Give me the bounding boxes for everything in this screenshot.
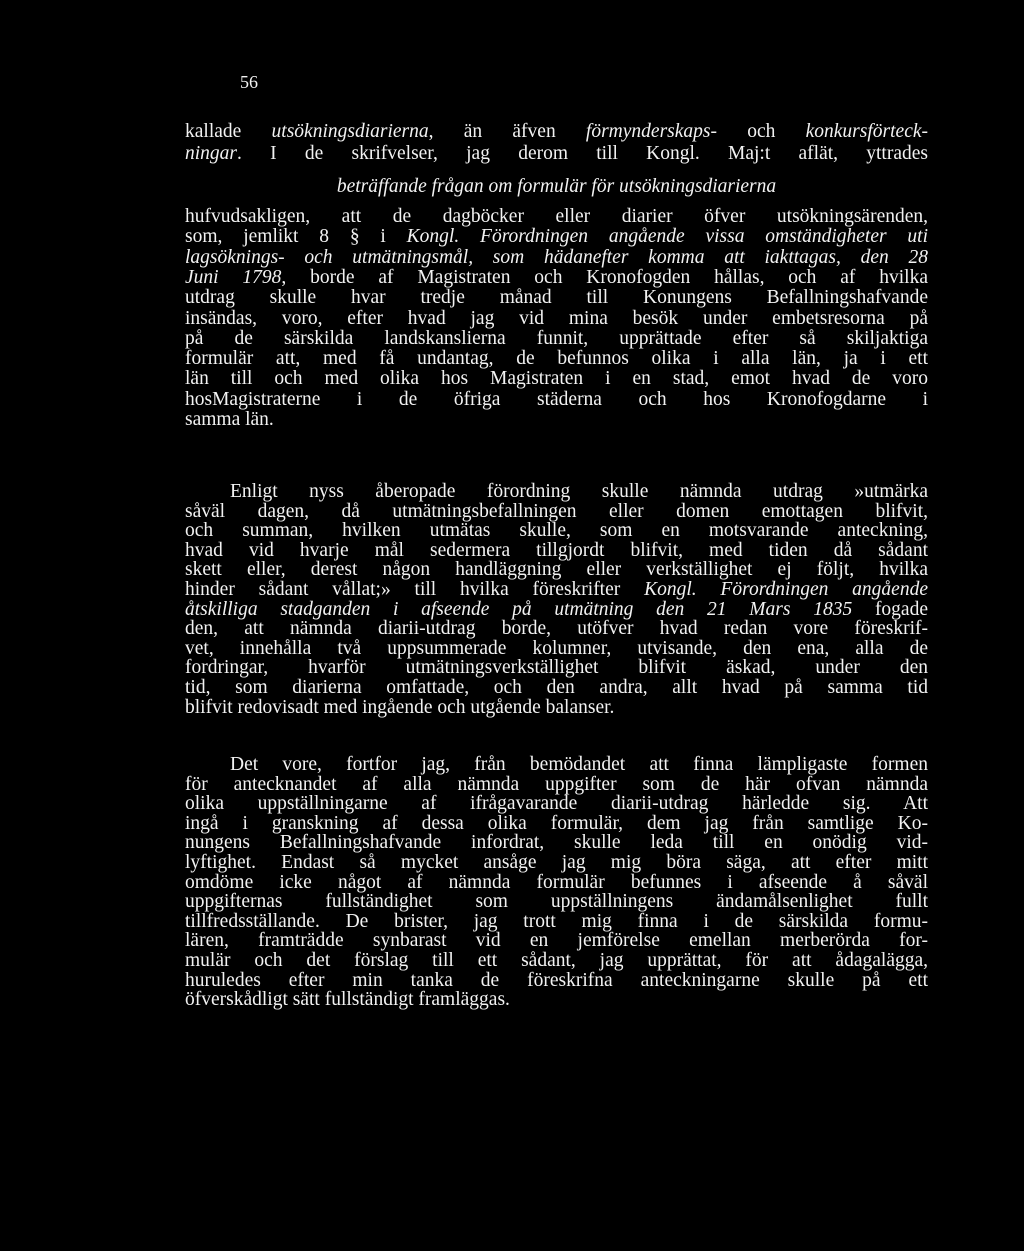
text: såväl dagen, då utmätningsbefallningen eller domen emottagen blifvit, [185, 500, 928, 522]
text: kallade [185, 121, 272, 142]
text: skett eller, derest någon handläggning eller verkställighet ej följt, hvilka [185, 559, 928, 581]
text-line [185, 349, 928, 369]
text: den, att nämnda diarii-utdrag borde, utöfver hvad redan vore föreskrif- [185, 618, 928, 640]
text: Enligt nyss åberopade förordning skulle nämnda utdrag »utmärka [230, 481, 928, 502]
text: på de särskilda landskanslierna funnit, upprättade efter så skiljaktiga [185, 327, 928, 349]
text-line [185, 248, 928, 268]
heading-line [185, 177, 928, 197]
text-line [185, 580, 928, 600]
text-line [185, 619, 928, 639]
text-line [185, 482, 928, 502]
italic-text: Kongl. Förordningen angående vissa omständigheter uti [406, 226, 928, 248]
text: hosMagistraterne i de öfriga städerna och hos Kronofogdarne i [185, 388, 928, 410]
text-line [185, 794, 928, 814]
italic-text: Juni 1798 [185, 266, 282, 288]
text-line [185, 390, 928, 410]
text-line [185, 892, 928, 912]
text: olika uppställningarne af ifrågavarande diarii-utdrag härledde sig. Att [185, 793, 928, 815]
text: hvad vid hvarje mål sedermera tillgjordt blifvit, med tiden då sådant [185, 539, 928, 561]
text-line [185, 912, 928, 932]
text-line [185, 560, 928, 580]
text-line [185, 678, 928, 698]
text: mulär och det förslag till ett sådant, jag upprättat, för att ådagalägga, [185, 950, 928, 971]
italic-text: beträffande frågan om formulär för utsökningsdiarierna [336, 176, 777, 197]
text-line [185, 853, 928, 873]
text: , än äfven [428, 121, 586, 142]
text: tid, som diarierna omfattade, och den andra, allt hvad på samma tid [185, 677, 928, 698]
text-line [185, 541, 928, 561]
text-line [185, 329, 928, 349]
text: nungens Befallningshafvande infordrat, skulle leda till en onödig vid- [185, 832, 928, 854]
text: insändas, voro, efter hvad jag vid mina besök under embetsresorna på [185, 307, 928, 329]
text-line [185, 755, 928, 775]
italic-text: utsökningsdiarierna [271, 121, 429, 142]
text: lären, framträdde synbarast vid en jemförelse emellan merberörda for- [185, 930, 928, 952]
text: för antecknandet af alla nämnda uppgifter som de här ofvan nämnda [185, 773, 928, 795]
text: omdöme icke något af nämnda formulär befunnes i afseende å såväl [185, 871, 928, 893]
italic-text: förmynderskaps- [585, 121, 717, 142]
text: öfverskådligt sätt fullständigt framläggas. [185, 989, 510, 1011]
text-line [185, 814, 928, 834]
text-line [185, 833, 928, 853]
text-line [185, 698, 928, 718]
text: vet, innehålla två uppsummerade kolumner, utvisande, den ena, alla de [185, 637, 928, 659]
text-line [185, 288, 928, 308]
text-line [185, 951, 928, 971]
italic-text: åtskilliga stadganden i afseende på utmätning den 21 Mars 1835 [185, 598, 853, 620]
text: , borde af Magistraten och Kronofogden hållas, och af hvilka [281, 266, 928, 288]
text: fordringar, hvarför utmätningsverkställighet blifvit äskad, under den [185, 657, 928, 679]
text: samma län. [185, 409, 274, 430]
text-line [185, 971, 928, 991]
text-line [185, 144, 928, 164]
italic-text: ningar [185, 143, 238, 164]
text-line [185, 268, 928, 288]
text-line [185, 410, 928, 430]
italic-text: konkursförteck- [805, 121, 928, 142]
text-line [185, 990, 928, 1010]
text-line [185, 639, 928, 659]
text-line [185, 502, 928, 522]
text-line [185, 658, 928, 678]
text-line [185, 122, 928, 142]
text-line [185, 369, 928, 389]
text: huruledes efter min tanka de föreskrifna anteckningarne skulle på ett [185, 969, 928, 991]
text: ingå i granskning af dessa olika formulär, dem jag från samtlige Ko- [185, 812, 928, 834]
text: lyftighet. Endast så mycket ansåge jag mig böra säga, att efter mitt [185, 852, 928, 873]
text: som, jemlikt 8 § i [185, 226, 407, 248]
text: hufvudsakligen, att de dagböcker eller diarier öfver utsökningsärenden, [185, 206, 928, 227]
text: län till och med olika hos Magistraten i en stad, emot hvad de voro [185, 368, 928, 390]
text-line [185, 521, 928, 541]
text-line [185, 309, 928, 329]
text: fogade [852, 598, 928, 620]
text: formulär att, med få undantag, de befunnos olika i alla län, ja i ett [185, 348, 928, 370]
text-line [185, 931, 928, 951]
text: tillfredsställande. De brister, jag trott mig finna i de särskilda formu- [185, 910, 928, 932]
text: uppgifternas fullständighet som uppställningens ändamålsenlighet fullt [185, 891, 928, 913]
italic-text: lagsöknings- och utmätningsmål, som hädanefter komma att iakttagas, den 28 [185, 246, 928, 268]
text-line [185, 207, 928, 227]
text: hinder sådant vållat;» till hvilka föreskrifter [185, 579, 645, 600]
text-line [185, 227, 928, 247]
page-number: 56 [240, 72, 258, 92]
italic-text: Kongl. Förordningen angående [644, 579, 928, 600]
text: blifvit redovisadt med ingående och utgående balanser. [185, 696, 615, 718]
text-line [185, 775, 928, 795]
text: och [717, 121, 806, 142]
text: Det vore, fortfor jag, från bemödandet att finna lämpligaste formen [230, 754, 928, 775]
text-line [185, 600, 928, 620]
text: och summan, hvilken utmätas skulle, som en motsvarande anteckning, [185, 520, 928, 542]
text: utdrag skulle hvar tredje månad till Konungens Befallningshafvande [185, 287, 928, 309]
text-line [185, 873, 928, 893]
text: . I de skrifvelser, jag derom till Kongl. Maj:t aflät, yttrades [237, 143, 928, 164]
